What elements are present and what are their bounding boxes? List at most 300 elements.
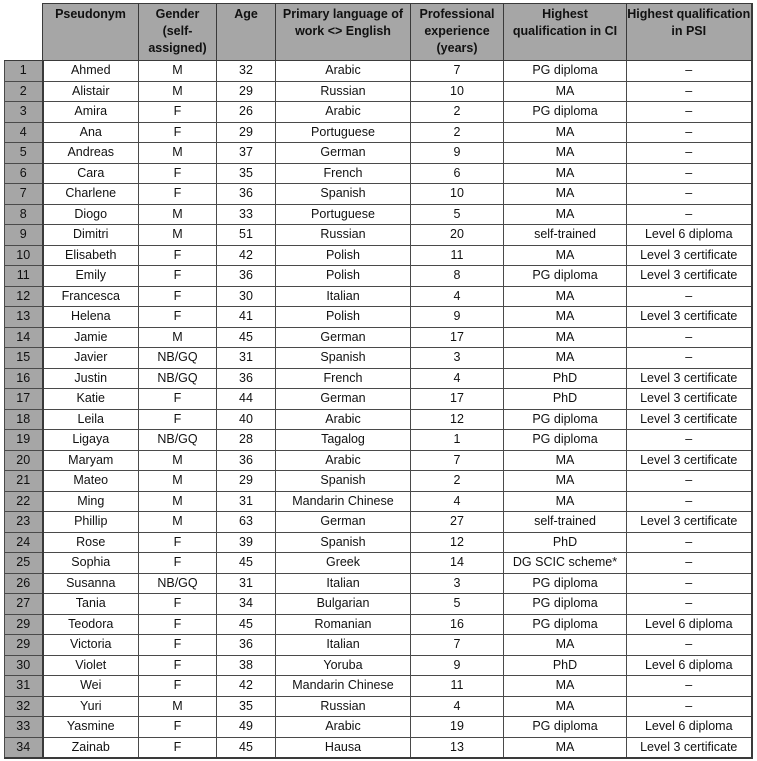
cell-pseudonym: Justin bbox=[43, 368, 139, 389]
cell-qualification-ci: PG diploma bbox=[504, 573, 627, 594]
cell-pseudonym: Dimitri bbox=[43, 225, 139, 246]
cell-age: 36 bbox=[217, 635, 276, 656]
table-row bbox=[5, 491, 752, 512]
cell-row-index: 4 bbox=[5, 122, 43, 143]
cell-pseudonym: Wei bbox=[43, 676, 139, 697]
table-row bbox=[5, 655, 752, 676]
cell-row-index: 30 bbox=[5, 655, 43, 676]
cell-gender: M bbox=[139, 696, 217, 717]
cell-qualification-psi: – bbox=[627, 635, 752, 656]
cell-qualification-psi: Level 3 certificate bbox=[627, 266, 752, 287]
cell-experience: 2 bbox=[411, 471, 504, 492]
cell-gender: F bbox=[139, 163, 217, 184]
table-row bbox=[5, 512, 752, 533]
cell-gender: F bbox=[139, 245, 217, 266]
cell-experience: 4 bbox=[411, 368, 504, 389]
header-experience: Professional experience (years) bbox=[411, 4, 504, 61]
cell-qualification-ci: MA bbox=[504, 491, 627, 512]
table-row bbox=[5, 184, 752, 205]
cell-experience: 12 bbox=[411, 532, 504, 553]
cell-pseudonym: Sophia bbox=[43, 553, 139, 574]
cell-experience: 19 bbox=[411, 717, 504, 738]
table-row bbox=[5, 676, 752, 697]
cell-gender: M bbox=[139, 471, 217, 492]
cell-qualification-ci: PhD bbox=[504, 368, 627, 389]
cell-age: 36 bbox=[217, 184, 276, 205]
cell-language: Arabic bbox=[276, 717, 411, 738]
cell-language: Portuguese bbox=[276, 204, 411, 225]
cell-language: Greek bbox=[276, 553, 411, 574]
cell-qualification-psi: – bbox=[627, 286, 752, 307]
table-row bbox=[5, 696, 752, 717]
cell-qualification-psi: Level 3 certificate bbox=[627, 389, 752, 410]
cell-language: Yoruba bbox=[276, 655, 411, 676]
cell-qualification-ci: MA bbox=[504, 245, 627, 266]
cell-pseudonym: Yuri bbox=[43, 696, 139, 717]
cell-row-index: 7 bbox=[5, 184, 43, 205]
cell-qualification-psi: – bbox=[627, 204, 752, 225]
cell-gender: M bbox=[139, 225, 217, 246]
cell-qualification-psi: Level 6 diploma bbox=[627, 717, 752, 738]
cell-qualification-ci: PG diploma bbox=[504, 266, 627, 287]
cell-language: Spanish bbox=[276, 532, 411, 553]
cell-qualification-ci: MA bbox=[504, 635, 627, 656]
cell-qualification-ci: PG diploma bbox=[504, 594, 627, 615]
cell-age: 45 bbox=[217, 553, 276, 574]
cell-language: Romanian bbox=[276, 614, 411, 635]
cell-row-index: 14 bbox=[5, 327, 43, 348]
cell-language: Polish bbox=[276, 307, 411, 328]
cell-language: Mandarin Chinese bbox=[276, 676, 411, 697]
cell-row-index: 2 bbox=[5, 81, 43, 102]
cell-row-index: 33 bbox=[5, 717, 43, 738]
cell-gender: M bbox=[139, 327, 217, 348]
cell-qualification-ci: MA bbox=[504, 676, 627, 697]
cell-gender: M bbox=[139, 512, 217, 533]
cell-row-index: 21 bbox=[5, 471, 43, 492]
cell-age: 26 bbox=[217, 102, 276, 123]
cell-row-index: 9 bbox=[5, 225, 43, 246]
participants-table bbox=[4, 3, 753, 759]
cell-age: 39 bbox=[217, 532, 276, 553]
cell-qualification-psi: Level 3 certificate bbox=[627, 409, 752, 430]
table-row bbox=[5, 553, 752, 574]
cell-pseudonym: Ming bbox=[43, 491, 139, 512]
cell-experience: 11 bbox=[411, 676, 504, 697]
cell-row-index: 19 bbox=[5, 430, 43, 451]
cell-qualification-ci: PhD bbox=[504, 655, 627, 676]
cell-qualification-ci: MA bbox=[504, 122, 627, 143]
cell-pseudonym: Maryam bbox=[43, 450, 139, 471]
header-age: Age bbox=[217, 4, 276, 61]
cell-language: Italian bbox=[276, 573, 411, 594]
cell-qualification-ci: PhD bbox=[504, 389, 627, 410]
cell-pseudonym: Diogo bbox=[43, 204, 139, 225]
cell-age: 49 bbox=[217, 717, 276, 738]
cell-gender: NB/GQ bbox=[139, 430, 217, 451]
cell-row-index: 32 bbox=[5, 696, 43, 717]
cell-qualification-psi: – bbox=[627, 143, 752, 164]
cell-gender: F bbox=[139, 614, 217, 635]
cell-experience: 2 bbox=[411, 102, 504, 123]
cell-row-index: 20 bbox=[5, 450, 43, 471]
cell-pseudonym: Tania bbox=[43, 594, 139, 615]
cell-experience: 1 bbox=[411, 430, 504, 451]
header-language: Primary language of work <> English bbox=[276, 4, 411, 61]
cell-pseudonym: Phillip bbox=[43, 512, 139, 533]
cell-qualification-psi: – bbox=[627, 430, 752, 451]
cell-pseudonym: Leila bbox=[43, 409, 139, 430]
cell-age: 44 bbox=[217, 389, 276, 410]
cell-qualification-psi: – bbox=[627, 81, 752, 102]
cell-pseudonym: Ligaya bbox=[43, 430, 139, 451]
cell-qualification-psi: – bbox=[627, 532, 752, 553]
cell-age: 63 bbox=[217, 512, 276, 533]
header-qualification-psi: Highest qualification in PSI bbox=[627, 4, 752, 61]
table-row bbox=[5, 737, 752, 758]
cell-qualification-psi: – bbox=[627, 696, 752, 717]
cell-qualification-psi: Level 3 certificate bbox=[627, 307, 752, 328]
cell-age: 41 bbox=[217, 307, 276, 328]
cell-row-index: 17 bbox=[5, 389, 43, 410]
cell-gender: F bbox=[139, 184, 217, 205]
cell-experience: 9 bbox=[411, 143, 504, 164]
cell-row-index: 25 bbox=[5, 553, 43, 574]
cell-qualification-ci: self-trained bbox=[504, 225, 627, 246]
cell-qualification-psi: Level 3 certificate bbox=[627, 512, 752, 533]
cell-language: Arabic bbox=[276, 409, 411, 430]
cell-experience: 27 bbox=[411, 512, 504, 533]
cell-pseudonym: Amira bbox=[43, 102, 139, 123]
cell-experience: 10 bbox=[411, 81, 504, 102]
cell-language: French bbox=[276, 368, 411, 389]
cell-age: 34 bbox=[217, 594, 276, 615]
cell-gender: F bbox=[139, 122, 217, 143]
cell-pseudonym: Elisabeth bbox=[43, 245, 139, 266]
cell-qualification-psi: – bbox=[627, 102, 752, 123]
cell-qualification-psi: Level 3 certificate bbox=[627, 450, 752, 471]
cell-age: 29 bbox=[217, 471, 276, 492]
cell-age: 29 bbox=[217, 81, 276, 102]
cell-row-index: 5 bbox=[5, 143, 43, 164]
cell-gender: M bbox=[139, 491, 217, 512]
cell-age: 28 bbox=[217, 430, 276, 451]
cell-qualification-ci: self-trained bbox=[504, 512, 627, 533]
cell-age: 29 bbox=[217, 122, 276, 143]
cell-gender: F bbox=[139, 389, 217, 410]
cell-language: Italian bbox=[276, 635, 411, 656]
cell-age: 45 bbox=[217, 614, 276, 635]
cell-age: 37 bbox=[217, 143, 276, 164]
cell-language: Russian bbox=[276, 81, 411, 102]
cell-age: 42 bbox=[217, 245, 276, 266]
cell-gender: M bbox=[139, 143, 217, 164]
cell-qualification-ci: PG diploma bbox=[504, 717, 627, 738]
cell-qualification-ci: PhD bbox=[504, 532, 627, 553]
table-row bbox=[5, 573, 752, 594]
cell-qualification-psi: – bbox=[627, 553, 752, 574]
table-row bbox=[5, 389, 752, 410]
table-row bbox=[5, 143, 752, 164]
cell-qualification-ci: MA bbox=[504, 307, 627, 328]
cell-experience: 17 bbox=[411, 389, 504, 410]
cell-row-index: 31 bbox=[5, 676, 43, 697]
cell-language: Spanish bbox=[276, 471, 411, 492]
cell-gender: F bbox=[139, 635, 217, 656]
cell-qualification-ci: MA bbox=[504, 737, 627, 758]
table-row bbox=[5, 471, 752, 492]
cell-experience: 5 bbox=[411, 204, 504, 225]
header-row bbox=[5, 4, 752, 61]
cell-gender: F bbox=[139, 409, 217, 430]
cell-experience: 5 bbox=[411, 594, 504, 615]
table-row bbox=[5, 368, 752, 389]
cell-row-index: 12 bbox=[5, 286, 43, 307]
cell-language: Russian bbox=[276, 696, 411, 717]
cell-pseudonym: Katie bbox=[43, 389, 139, 410]
table-row bbox=[5, 102, 752, 123]
cell-row-index: 10 bbox=[5, 245, 43, 266]
cell-qualification-psi: – bbox=[627, 491, 752, 512]
cell-row-index: 3 bbox=[5, 102, 43, 123]
table-row bbox=[5, 163, 752, 184]
cell-gender: F bbox=[139, 102, 217, 123]
cell-qualification-psi: – bbox=[627, 61, 752, 82]
cell-language: German bbox=[276, 143, 411, 164]
cell-experience: 6 bbox=[411, 163, 504, 184]
cell-experience: 7 bbox=[411, 450, 504, 471]
cell-gender: F bbox=[139, 594, 217, 615]
cell-age: 31 bbox=[217, 491, 276, 512]
table-row bbox=[5, 430, 752, 451]
cell-age: 35 bbox=[217, 696, 276, 717]
cell-row-index: 18 bbox=[5, 409, 43, 430]
cell-pseudonym: Teodora bbox=[43, 614, 139, 635]
cell-language: Arabic bbox=[276, 102, 411, 123]
cell-pseudonym: Ahmed bbox=[43, 61, 139, 82]
cell-experience: 9 bbox=[411, 307, 504, 328]
table-row bbox=[5, 61, 752, 82]
cell-language: Hausa bbox=[276, 737, 411, 758]
table-row bbox=[5, 81, 752, 102]
table-row bbox=[5, 614, 752, 635]
cell-row-index: 1 bbox=[5, 61, 43, 82]
cell-gender: F bbox=[139, 553, 217, 574]
cell-qualification-ci: MA bbox=[504, 81, 627, 102]
table-row bbox=[5, 225, 752, 246]
cell-qualification-psi: Level 6 diploma bbox=[627, 614, 752, 635]
cell-row-index: 13 bbox=[5, 307, 43, 328]
cell-gender: M bbox=[139, 450, 217, 471]
cell-language: Polish bbox=[276, 266, 411, 287]
cell-experience: 9 bbox=[411, 655, 504, 676]
cell-row-index: 22 bbox=[5, 491, 43, 512]
cell-language: Polish bbox=[276, 245, 411, 266]
cell-experience: 4 bbox=[411, 286, 504, 307]
cell-language: Russian bbox=[276, 225, 411, 246]
cell-experience: 20 bbox=[411, 225, 504, 246]
cell-qualification-ci: MA bbox=[504, 471, 627, 492]
cell-language: Bulgarian bbox=[276, 594, 411, 615]
cell-pseudonym: Cara bbox=[43, 163, 139, 184]
cell-qualification-psi: Level 6 diploma bbox=[627, 225, 752, 246]
cell-qualification-ci: DG SCIC scheme* bbox=[504, 553, 627, 574]
cell-pseudonym: Francesca bbox=[43, 286, 139, 307]
cell-qualification-psi: – bbox=[627, 471, 752, 492]
cell-age: 38 bbox=[217, 655, 276, 676]
cell-age: 45 bbox=[217, 327, 276, 348]
table-row bbox=[5, 532, 752, 553]
cell-language: German bbox=[276, 389, 411, 410]
cell-gender: M bbox=[139, 204, 217, 225]
cell-qualification-ci: MA bbox=[504, 696, 627, 717]
cell-qualification-psi: Level 3 certificate bbox=[627, 737, 752, 758]
cell-language: Italian bbox=[276, 286, 411, 307]
cell-qualification-psi: – bbox=[627, 348, 752, 369]
cell-qualification-psi: – bbox=[627, 327, 752, 348]
cell-pseudonym: Jamie bbox=[43, 327, 139, 348]
cell-qualification-ci: MA bbox=[504, 450, 627, 471]
cell-experience: 4 bbox=[411, 696, 504, 717]
cell-qualification-ci: MA bbox=[504, 286, 627, 307]
table-row bbox=[5, 307, 752, 328]
cell-pseudonym: Alistair bbox=[43, 81, 139, 102]
cell-age: 51 bbox=[217, 225, 276, 246]
cell-language: Arabic bbox=[276, 61, 411, 82]
cell-language: Spanish bbox=[276, 348, 411, 369]
cell-age: 40 bbox=[217, 409, 276, 430]
cell-gender: NB/GQ bbox=[139, 573, 217, 594]
cell-experience: 7 bbox=[411, 61, 504, 82]
cell-language: German bbox=[276, 512, 411, 533]
cell-qualification-psi: – bbox=[627, 573, 752, 594]
cell-gender: F bbox=[139, 307, 217, 328]
cell-pseudonym: Susanna bbox=[43, 573, 139, 594]
cell-row-index: 34 bbox=[5, 737, 43, 758]
cell-language: Tagalog bbox=[276, 430, 411, 451]
table-row bbox=[5, 286, 752, 307]
cell-qualification-psi: Level 3 certificate bbox=[627, 245, 752, 266]
cell-pseudonym: Emily bbox=[43, 266, 139, 287]
cell-language: Mandarin Chinese bbox=[276, 491, 411, 512]
table-body bbox=[5, 61, 752, 759]
table-row bbox=[5, 204, 752, 225]
cell-qualification-psi: – bbox=[627, 122, 752, 143]
cell-age: 33 bbox=[217, 204, 276, 225]
cell-qualification-ci: MA bbox=[504, 327, 627, 348]
cell-pseudonym: Rose bbox=[43, 532, 139, 553]
cell-experience: 4 bbox=[411, 491, 504, 512]
cell-pseudonym: Helena bbox=[43, 307, 139, 328]
cell-age: 30 bbox=[217, 286, 276, 307]
cell-experience: 8 bbox=[411, 266, 504, 287]
table-row bbox=[5, 717, 752, 738]
cell-experience: 16 bbox=[411, 614, 504, 635]
cell-pseudonym: Victoria bbox=[43, 635, 139, 656]
header-pseudonym: Pseudonym bbox=[43, 4, 139, 61]
cell-experience: 13 bbox=[411, 737, 504, 758]
cell-experience: 12 bbox=[411, 409, 504, 430]
cell-age: 42 bbox=[217, 676, 276, 697]
cell-experience: 7 bbox=[411, 635, 504, 656]
cell-row-index: 15 bbox=[5, 348, 43, 369]
cell-gender: F bbox=[139, 737, 217, 758]
cell-experience: 17 bbox=[411, 327, 504, 348]
cell-pseudonym: Charlene bbox=[43, 184, 139, 205]
cell-gender: M bbox=[139, 81, 217, 102]
cell-gender: F bbox=[139, 532, 217, 553]
table-row bbox=[5, 348, 752, 369]
cell-gender: M bbox=[139, 61, 217, 82]
cell-experience: 10 bbox=[411, 184, 504, 205]
cell-qualification-ci: MA bbox=[504, 163, 627, 184]
cell-age: 31 bbox=[217, 348, 276, 369]
table-row bbox=[5, 327, 752, 348]
cell-age: 35 bbox=[217, 163, 276, 184]
cell-gender: F bbox=[139, 286, 217, 307]
cell-qualification-ci: MA bbox=[504, 204, 627, 225]
cell-age: 36 bbox=[217, 450, 276, 471]
cell-row-index: 11 bbox=[5, 266, 43, 287]
cell-language: Portuguese bbox=[276, 122, 411, 143]
cell-qualification-ci: PG diploma bbox=[504, 61, 627, 82]
cell-experience: 14 bbox=[411, 553, 504, 574]
cell-qualification-psi: – bbox=[627, 163, 752, 184]
cell-gender: F bbox=[139, 676, 217, 697]
cell-pseudonym: Violet bbox=[43, 655, 139, 676]
cell-qualification-ci: MA bbox=[504, 348, 627, 369]
cell-qualification-ci: PG diploma bbox=[504, 102, 627, 123]
cell-pseudonym: Javier bbox=[43, 348, 139, 369]
cell-experience: 2 bbox=[411, 122, 504, 143]
cell-row-index: 29 bbox=[5, 635, 43, 656]
cell-row-index: 16 bbox=[5, 368, 43, 389]
cell-qualification-ci: MA bbox=[504, 143, 627, 164]
header-gender: Gender (self-assigned) bbox=[139, 4, 217, 61]
cell-pseudonym: Zainab bbox=[43, 737, 139, 758]
cell-qualification-psi: Level 3 certificate bbox=[627, 368, 752, 389]
cell-age: 45 bbox=[217, 737, 276, 758]
cell-age: 31 bbox=[217, 573, 276, 594]
cell-row-index: 23 bbox=[5, 512, 43, 533]
table-row bbox=[5, 409, 752, 430]
cell-language: French bbox=[276, 163, 411, 184]
cell-row-index: 27 bbox=[5, 594, 43, 615]
cell-qualification-psi: Level 6 diploma bbox=[627, 655, 752, 676]
table-row bbox=[5, 122, 752, 143]
cell-row-index: 6 bbox=[5, 163, 43, 184]
cell-qualification-psi: – bbox=[627, 676, 752, 697]
cell-row-index: 29 bbox=[5, 614, 43, 635]
table-row bbox=[5, 635, 752, 656]
cell-experience: 3 bbox=[411, 348, 504, 369]
cell-age: 36 bbox=[217, 368, 276, 389]
cell-experience: 3 bbox=[411, 573, 504, 594]
cell-row-index: 26 bbox=[5, 573, 43, 594]
cell-experience: 11 bbox=[411, 245, 504, 266]
header-index bbox=[5, 4, 43, 61]
cell-row-index: 8 bbox=[5, 204, 43, 225]
cell-language: Spanish bbox=[276, 184, 411, 205]
cell-qualification-psi: – bbox=[627, 184, 752, 205]
cell-gender: NB/GQ bbox=[139, 348, 217, 369]
cell-pseudonym: Yasmine bbox=[43, 717, 139, 738]
cell-age: 36 bbox=[217, 266, 276, 287]
table-row bbox=[5, 245, 752, 266]
cell-qualification-ci: PG diploma bbox=[504, 430, 627, 451]
cell-qualification-ci: PG diploma bbox=[504, 409, 627, 430]
cell-language: Arabic bbox=[276, 450, 411, 471]
